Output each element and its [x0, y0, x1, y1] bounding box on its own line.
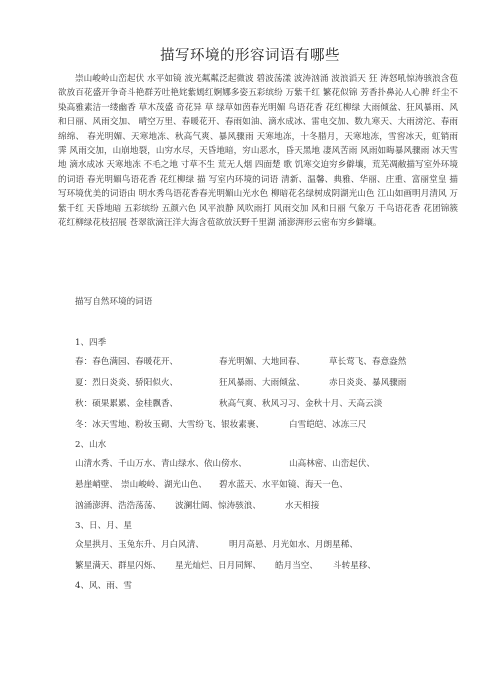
phrase: 崇山峻岭、湖光山色、 [121, 480, 207, 490]
summer-line [75, 373, 465, 394]
phrase: 悬崖峭壁、 [75, 480, 118, 490]
phrase: 春光明媚、大地回春、 [219, 357, 305, 367]
page-title: 描写环境的形容词语有哪些 [160, 48, 340, 64]
phrase: 山高林密、山峦起伏、 [289, 459, 375, 469]
phrase: 秋：硕果累累、金桂飘香、 [75, 399, 179, 409]
sky-line [75, 535, 465, 556]
phrase: 秋高气爽、秋风习习、金秋十月、天高云淡 [219, 399, 383, 409]
phrase: 草长莺飞、春意盎然 [329, 357, 407, 367]
section-subheading: 描写自然环境的词语 [75, 297, 153, 307]
phrase: 赤日炎炎、暴风骤雨 [329, 378, 407, 388]
phrase: 夏：烈日炎炎、骄阳似火、 [75, 378, 179, 388]
phrase: 碧水蓝天、水平如镜、海天一色、 [219, 480, 348, 490]
phrase: 明月高悬、月光如水、月朗星稀、 [229, 540, 358, 550]
landscape-line [75, 496, 465, 517]
phrase: 斗转星移、 [333, 561, 376, 571]
landscape-line [75, 454, 465, 475]
section-heading-wind-rain-snow: 4、风、雨、雪 [75, 581, 133, 591]
section-heading-landscape: 2、山水 [75, 440, 107, 450]
phrase: 山清水秀、千山万水、青山绿水、依山傍水、 [75, 459, 247, 469]
sky-line [75, 556, 465, 577]
intro-paragraph: 崇山峻岭山峦起伏 水平如镜 波光粼粼泛起微波 碧波荡漾 波涛汹涌 波浪滔天 狂 涛怒吼惊涛骇浪含苞欲放百花盛开争奇斗艳群芳吐艳姹紫嫣红婀娜多姿五彩缤纷 万紫千红 繁花似锦 芳香扑鼻沁人心脾 纤尘不染高雅素洁一缕幽香 草木茂盛 奇花异 草 绿草如茵春光明媚 鸟语花香 花红柳绿 大雨倾盆、狂风暴雨、风和日丽、风雨交加、 晴空万里、春暖花开、春雨如油、滴水成冰、雷电交加、数九寒天、大雨滂沱、春雨绵绵、 春光明媚、天寒地冻、秋高气爽、暴风骤雨 天寒地冻，十冬腊月，天寒地冻，雪窖冰天，虹销雨霁 风雨交加，山崩地裂，山穷水尽，天昏地暗，穷山恶水，昏天黑地 凄风苦雨 风雨如晦暴风骤雨 冰天雪地 滴水成冰 天寒地冻 不毛之地 寸草不生 荒无人烟 四面楚 歌 饥寒交迫穷乡僻壤，荒芜凋敝描写室外环境的词语 春光明媚鸟语花香 花红柳绿 描 写室内环境的词语 清新、温馨、典雅、华丽、庄重、富丽堂皇 描写环境优美的词语由 明水秀鸟语花香春光明媚山光水色 柳暗花名绿树成阴湖光山色 江山如画明月清风 万紫千红 天昏地暗 五彩缤纷 五颜六色 风平浪静 风吹雨打 风雨交加 风和日丽 气象万 千鸟语花香 花团锦簇花红柳绿花枝招展 苍翠欲滴汪洋大海含苞欲放沃野千里湖 涌澎湃形云密布穷乡僻壤。 [58, 74, 458, 229]
phrase: 冬：冰天雪地、粉妆玉砌、大雪纷飞、银妆素裹、 [75, 420, 265, 430]
phrase: 众星拱月、玉兔东升、月白风清、 [75, 540, 204, 550]
phrase: 狂风暴雨、大雨倾盆、 [219, 378, 305, 388]
phrase: 皓月当空、 [275, 561, 318, 571]
section-heading-sun-moon-stars: 3、日、月、星 [75, 521, 133, 531]
landscape-line [75, 475, 465, 496]
spring-line [75, 352, 465, 373]
autumn-line [75, 394, 465, 415]
phrase: 繁星满天、群星闪烁、 [75, 561, 161, 571]
winter-line [75, 415, 465, 436]
phrase: 春：春色满园、春暖花开、 [75, 357, 179, 367]
section-heading-seasons: 1、四季 [75, 338, 107, 348]
phrase: 星光灿烂、日月同辉、 [175, 561, 261, 571]
phrase: 白雪皑皑、冰冻三尺 [289, 420, 367, 430]
phrase: 波澜壮阔、惊涛骇浪、 [175, 501, 261, 511]
phrase: 汹涌澎湃、浩浩荡荡、 [75, 501, 161, 511]
phrase: 水天相接 [285, 501, 320, 511]
word-sections [75, 334, 465, 595]
